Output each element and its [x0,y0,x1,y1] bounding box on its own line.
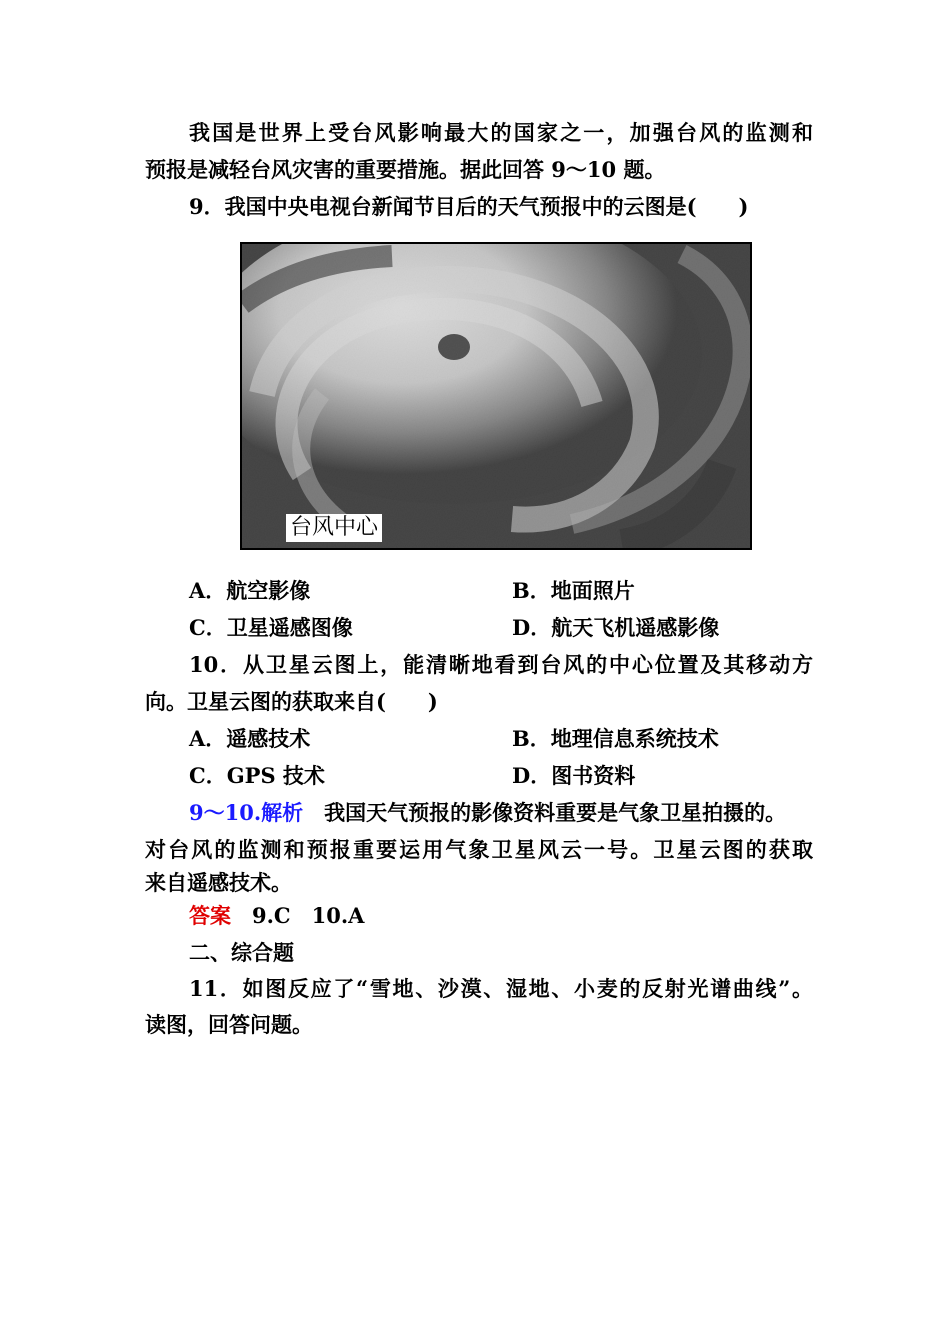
q10-option-d: D．图书资料 [512,763,636,788]
question-10-stem-line-2: 向。卫星云图的获取来自( ) [145,689,438,714]
intro-line-2: 预报是减轻台风灾害的重要措施。据此回答 9～10 题。 [145,157,666,182]
analysis-line-2: 对台风的监测和预报重要运用气象卫星风云一号。卫星云图的获取 [145,837,813,862]
question-11-line-1: 11．如图反应了“雪地、沙漠、湿地、小麦的反射光谱曲线”。 [189,976,813,1001]
q9-option-c: C．卫星遥感图像 [189,615,353,640]
question-11-line-2: 读图，回答问题。 [145,1012,313,1037]
answer-label: 答案 [189,903,231,928]
typhoon-cloud-illustration [242,244,750,548]
analysis-label: 9～10.解析 [189,800,304,825]
analysis-text-1: 我国天气预报的影像资料重要是气象卫星拍摄的。 [303,800,787,825]
intro-line-1: 我国是世界上受台风影响最大的国家之一，加强台风的监测和 [189,120,813,145]
question-10-stem-line-1: 10．从卫星云图上，能清晰地看到台风的中心位置及其移动方 [189,652,813,677]
typhoon-satellite-image [240,242,752,550]
q10-option-b: B．地理信息系统技术 [512,726,719,751]
q10-option-c: C．GPS 技术 [189,763,325,788]
answer-line [189,901,813,931]
q9-option-b: B．地面照片 [512,578,635,603]
analysis-line-1 [189,798,813,828]
q10-option-a: A．遥感技术 [189,726,311,751]
answer-text: 9.C 10.A [231,903,365,928]
figure-label: 台风中心 [286,514,382,542]
section-2-title: 二、综合题 [189,940,294,965]
question-9-stem: 9．我国中央电视台新闻节目后的天气预报中的云图是( ) [189,194,749,219]
q9-option-a: A．航空影像 [189,578,311,603]
q9-option-d: D．航天飞机遥感影像 [512,615,720,640]
analysis-line-3: 来自遥感技术。 [145,870,292,895]
